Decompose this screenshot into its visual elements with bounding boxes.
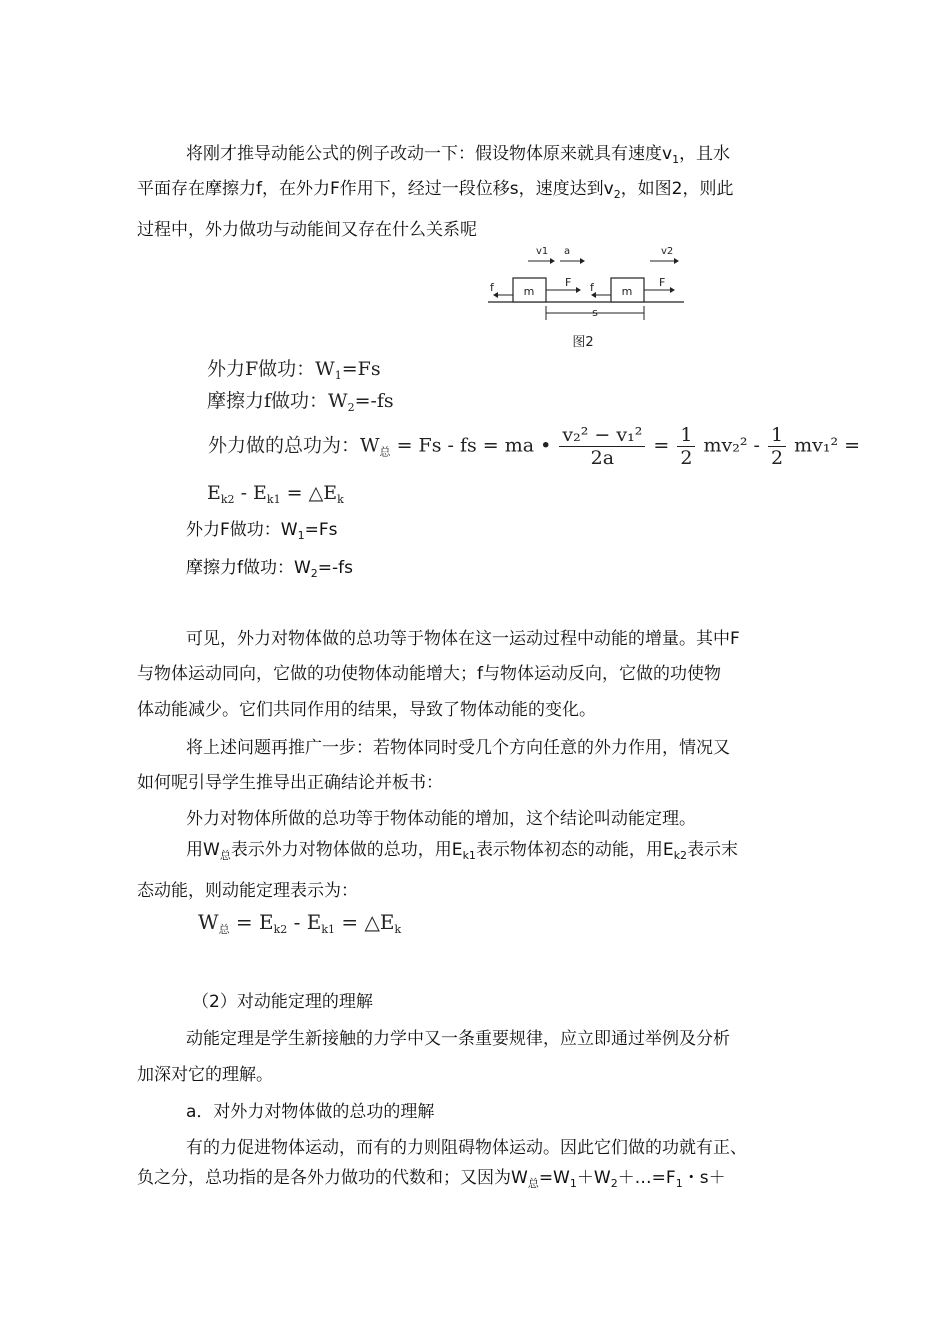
v2-label: v2 — [661, 246, 674, 257]
section-heading: （2）对动能定理的理解 — [192, 992, 373, 1012]
para3-line-2: 用$W_总$表示外力对物体做的总功，用$E_{k1}$表示物体初态的动能，用$E_{k2}$表示末 — [186, 840, 739, 862]
block-1-label: m — [523, 285, 535, 298]
para2-line-1: 将上述问题再推广一步：若物体同时受几个方向任意的外力作用，情况又 — [186, 738, 730, 758]
fraction-velocity: $\frac{\text{v₂² − v₁²}}{2a}$ — [559, 424, 645, 469]
para1-line-3: 体动能减少。它们共同作用的结果，导致了物体动能的变化。 — [137, 700, 596, 720]
image-formula-w1: 外力F做功：$W_1=Fs$ — [207, 358, 381, 382]
intro-line-3: 过程中，外力做功与动能间又存在什么关系呢 — [137, 220, 477, 240]
section-p2-line-1: 有的力促进物体运动，而有的力则阻碍物体运动。因此它们做的功就有正、 — [186, 1138, 747, 1158]
theorem-formula: $W_总 = E_{k2} - E_{k1}$ = $\triangle E_k$ — [198, 910, 402, 936]
fraction-half-1: $\frac{1}{2}$ — [677, 424, 695, 469]
intro-line-1: 将刚才推导动能公式的例子改动一下：假设物体原来就具有速度$v_1$，且水 — [186, 144, 731, 166]
F2-label: F — [659, 276, 666, 289]
section-p1-line-1: 动能定理是学生新接触的力学中又一条重要规律，应立即通过举例及分析 — [186, 1029, 730, 1049]
section-p2-line-2: 负之分，总功指的是各外力做功的代数和；又因为$W_总=W_1+W_2+\dots=F_1$・s＋ — [137, 1168, 726, 1190]
f2-label: f — [590, 281, 594, 294]
para1-line-1: 可见，外力对物体做的总功等于物体在这一运动过程中动能的增量。其中F — [186, 629, 740, 649]
s-label: s — [592, 306, 598, 319]
fraction-half-2: $\frac{1}{2}$ — [768, 424, 786, 469]
section-p1-line-2: 加深对它的理解。 — [137, 1065, 273, 1085]
figure-2-diagram — [480, 238, 690, 350]
para3-line-1: 外力对物体所做的总功等于物体动能的增加，这个结论叫动能定理。 — [186, 809, 696, 829]
figure-caption: 图2 — [572, 335, 594, 350]
para3-line-3: 态动能，则动能定理表示为： — [137, 881, 358, 901]
text-formula-w1: 外力F做功：$W_1=Fs$ — [186, 520, 338, 542]
image-formula-ek: $E_{k2} - E_{k1}$ = $\triangle E_k$ — [207, 482, 344, 506]
block-2-label: m — [621, 285, 633, 298]
para2-line-2: 如何呢引导学生推导出正确结论并板书： — [137, 773, 443, 793]
image-formula-total: 外力做的总功为：$W_总 = Fs$ - fs = ma • $\frac{\text{v₂² − v₁²}}{2a}$ = $\frac{1}{2}$ mv₂² - $\frac{1}{2}$ mv₁² = — [208, 424, 861, 469]
image-formula-w2: 摩擦力f做功：$W_2=-fs$ — [207, 390, 394, 414]
f1-label: f — [490, 281, 494, 294]
v1-label: v1 — [536, 246, 549, 257]
section-sub-heading: a．对外力对物体做的总功的理解 — [186, 1102, 435, 1122]
text-formula-w2: 摩擦力f做功：$W_2=-fs$ — [186, 558, 354, 580]
F1-label: F — [565, 276, 572, 289]
a-label: a — [564, 246, 571, 257]
para1-line-2: 与物体运动同向，它做的功使物体动能增大；f与物体运动反向，它做的功使物 — [137, 664, 721, 684]
intro-line-2: 平面存在摩擦力f，在外力F作用下，经过一段位移s，速度达到$v_2$，如图2，则此 — [137, 179, 734, 201]
